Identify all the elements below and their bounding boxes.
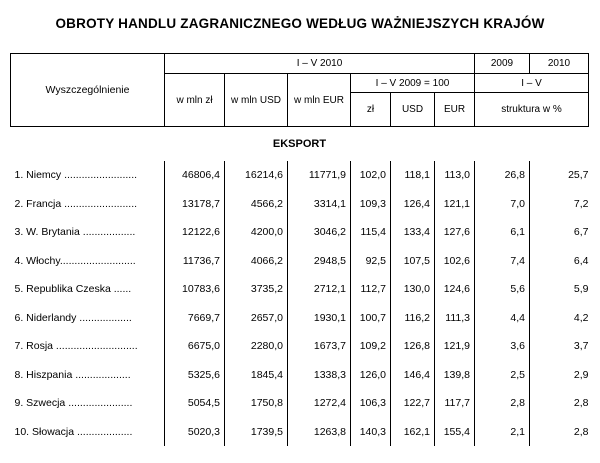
cell-eur: 1930,1 [288, 304, 351, 333]
cell-i-eur: 124,6 [435, 275, 475, 304]
cell-i-usd: 107,5 [391, 247, 435, 276]
cell-eur: 1263,8 [288, 418, 351, 447]
country-name: 10. Słowacja ................... [14, 425, 133, 438]
cell-eur: 2948,5 [288, 247, 351, 276]
cell-s2009: 7,4 [475, 247, 530, 276]
cell-i-pln: 115,4 [351, 218, 391, 247]
table-row [11, 247, 589, 276]
page-title: OBROTY HANDLU ZAGRANICZNEGO WEDŁUG WAŻNIEJSZYCH KRAJÓW [55, 16, 545, 31]
cell-i-pln: 140,3 [351, 418, 391, 447]
cell-pln: 5325,6 [165, 361, 225, 390]
cell-pln: 7669,7 [165, 304, 225, 333]
cell-pln: 13178,7 [165, 190, 225, 219]
country-name: 8. Hiszpania ................... [14, 368, 131, 381]
cell-i-pln: 112,7 [351, 275, 391, 304]
cell-i-pln: 109,2 [351, 332, 391, 361]
table-row [11, 389, 589, 418]
cell-s2010: 5,9 [530, 275, 589, 304]
cell-i-usd: 126,8 [391, 332, 435, 361]
idx-pln-header: zł [351, 93, 391, 127]
idx-eur-header: EUR [435, 93, 475, 127]
cell-i-eur: 102,6 [435, 247, 475, 276]
cell-s2010: 7,2 [530, 190, 589, 219]
cell-s2009: 26,8 [475, 161, 530, 190]
cell-s2010: 6,4 [530, 247, 589, 276]
cell-s2009: 2,5 [475, 361, 530, 390]
cell-i-usd: 146,4 [391, 361, 435, 390]
cell-i-usd: 133,4 [391, 218, 435, 247]
cell-s2010: 6,7 [530, 218, 589, 247]
country-name: 6. Niderlandy .................. [14, 311, 132, 324]
period-header: I – V 2010 [165, 54, 475, 74]
col-pln-header: w mln zł [165, 74, 225, 127]
cell-s2009: 7,0 [475, 190, 530, 219]
country-name: 5. Republika Czeska ...... [14, 283, 132, 296]
index-header: I – V 2009 = 100 [351, 74, 475, 93]
cell-i-eur: 127,6 [435, 218, 475, 247]
country-name: 1. Niemcy ......................... [14, 169, 138, 182]
cell-i-eur: 121,9 [435, 332, 475, 361]
struct-header: struktura w % [475, 93, 589, 127]
cell-eur: 2712,1 [288, 275, 351, 304]
cell-pln: 11736,7 [165, 247, 225, 276]
struct-period-header: I – V [475, 74, 589, 93]
table-row [11, 190, 589, 219]
cell-eur: 1272,4 [288, 389, 351, 418]
cell-usd: 1739,5 [225, 418, 288, 447]
cell-usd: 1845,4 [225, 361, 288, 390]
row-label-header: Wyszczególnienie [11, 54, 165, 127]
cell-pln: 12122,6 [165, 218, 225, 247]
cell-s2010: 2,8 [530, 389, 589, 418]
cell-pln: 5020,3 [165, 418, 225, 447]
cell-i-pln: 92,5 [351, 247, 391, 276]
cell-i-usd: 130,0 [391, 275, 435, 304]
cell-i-usd: 122,7 [391, 389, 435, 418]
cell-i-pln: 100,7 [351, 304, 391, 333]
cell-i-eur: 121,1 [435, 190, 475, 219]
table-header [11, 54, 589, 162]
cell-pln: 6675,0 [165, 332, 225, 361]
cell-i-usd: 126,4 [391, 190, 435, 219]
idx-usd-header: USD [391, 93, 435, 127]
table-row [11, 218, 589, 247]
cell-pln: 46806,4 [165, 161, 225, 190]
cell-s2009: 6,1 [475, 218, 530, 247]
cell-eur: 3314,1 [288, 190, 351, 219]
country-name: 2. Francja ......................... [14, 197, 138, 210]
cell-usd: 4200,0 [225, 218, 288, 247]
table-row [11, 161, 589, 190]
section-title: EKSPORT [272, 138, 327, 150]
table-row [11, 304, 589, 333]
table-row [11, 361, 589, 390]
country-name: 4. Włochy.......................... [14, 254, 136, 267]
cell-i-eur: 155,4 [435, 418, 475, 447]
col-eur-header: w mln EUR [288, 74, 351, 127]
cell-s2010: 2,9 [530, 361, 589, 390]
cell-s2009: 3,6 [475, 332, 530, 361]
cell-eur: 1338,3 [288, 361, 351, 390]
cell-i-eur: 113,0 [435, 161, 475, 190]
country-name: 3. W. Brytania .................. [14, 226, 136, 239]
cell-eur: 11771,9 [288, 161, 351, 190]
country-name: 7. Rosja ............................ [14, 340, 138, 353]
year-2010-header: 2010 [530, 54, 589, 74]
cell-i-pln: 126,0 [351, 361, 391, 390]
cell-i-usd: 118,1 [391, 161, 435, 190]
cell-usd: 2280,0 [225, 332, 288, 361]
table-row [11, 418, 589, 447]
cell-pln: 5054,5 [165, 389, 225, 418]
cell-i-pln: 106,3 [351, 389, 391, 418]
cell-s2010: 25,7 [530, 161, 589, 190]
year-2009-header: 2009 [475, 54, 530, 74]
cell-i-usd: 162,1 [391, 418, 435, 447]
table-row [11, 332, 589, 361]
country-name: 9. Szwecja ...................... [14, 397, 133, 410]
cell-i-pln: 102,0 [351, 161, 391, 190]
cell-eur: 1673,7 [288, 332, 351, 361]
cell-i-eur: 139,8 [435, 361, 475, 390]
cell-usd: 4566,2 [225, 190, 288, 219]
cell-i-eur: 111,3 [435, 304, 475, 333]
cell-eur: 3046,2 [288, 218, 351, 247]
cell-usd: 1750,8 [225, 389, 288, 418]
cell-usd: 16214,6 [225, 161, 288, 190]
cell-usd: 2657,0 [225, 304, 288, 333]
cell-s2009: 2,8 [475, 389, 530, 418]
cell-usd: 3735,2 [225, 275, 288, 304]
cell-pln: 10783,6 [165, 275, 225, 304]
cell-s2010: 4,2 [530, 304, 589, 333]
cell-i-usd: 116,2 [391, 304, 435, 333]
cell-s2009: 2,1 [475, 418, 530, 447]
table-body [11, 161, 589, 446]
cell-usd: 4066,2 [225, 247, 288, 276]
cell-s2010: 2,8 [530, 418, 589, 447]
col-usd-header: w mln USD [225, 74, 288, 127]
cell-s2010: 3,7 [530, 332, 589, 361]
cell-i-eur: 117,7 [435, 389, 475, 418]
table-row [11, 275, 589, 304]
cell-i-pln: 109,3 [351, 190, 391, 219]
trade-table [10, 53, 589, 446]
cell-s2009: 4,4 [475, 304, 530, 333]
cell-s2009: 5,6 [475, 275, 530, 304]
